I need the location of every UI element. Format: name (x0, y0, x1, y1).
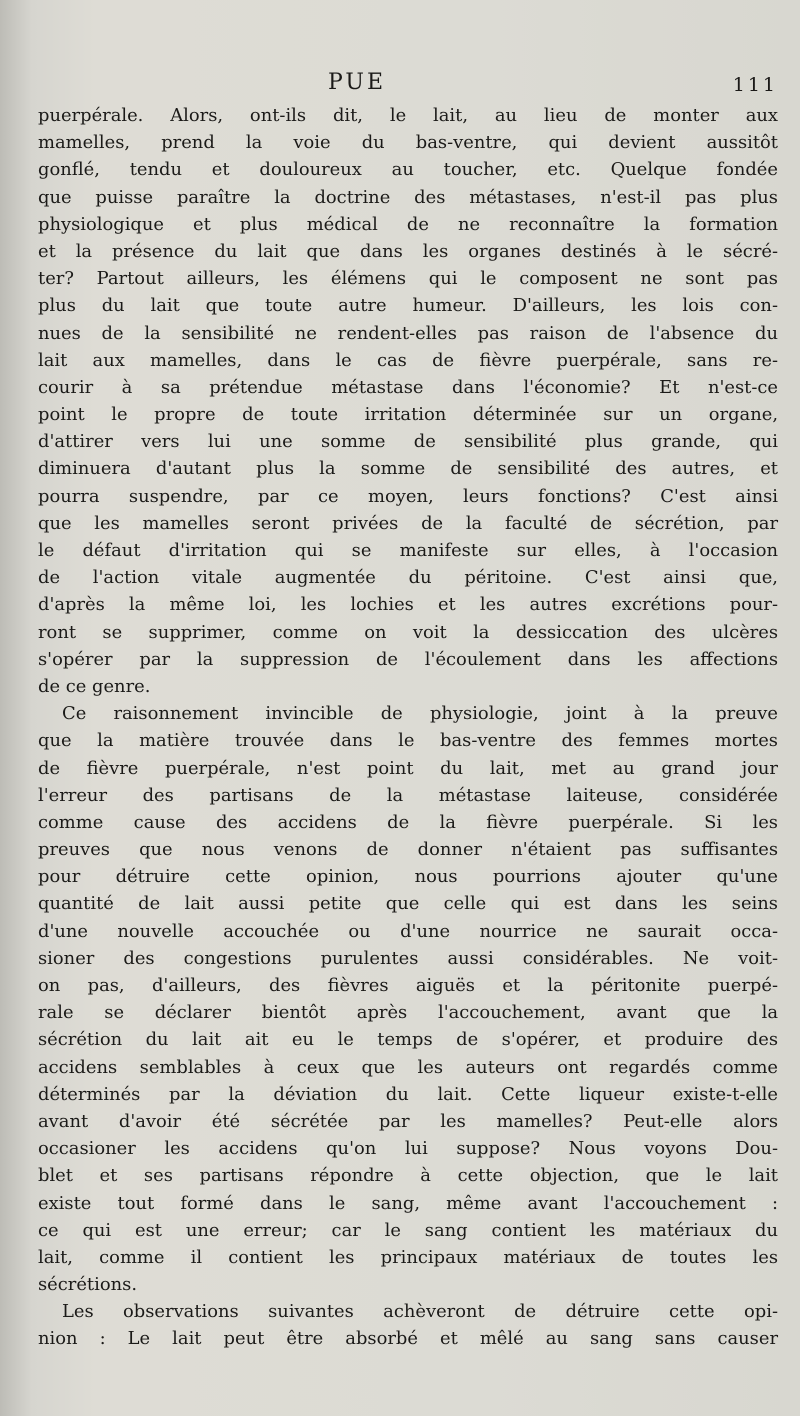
text-line: quantité de lait aussi petite que celle qui est dans les seins (38, 893, 778, 915)
text-line: le défaut d'irritation qui se manifeste sur elles, à l'occasion (38, 540, 778, 561)
text-line: que puisse paraître la doctrine des métastases, n'est-il pas plus (38, 186, 778, 208)
text-line: sécrétion du lait ait eu le temps de s'opérer, et produire des (38, 1029, 778, 1051)
text-line: physiologique et plus médical de ne reconnaître la formation (38, 213, 778, 235)
text-line: de l'action vitale augmentée du péritoine. C'est ainsi que, (38, 567, 778, 589)
text-line: Les observations suivantes achèveront de détruire cette opi- (62, 1301, 778, 1323)
running-title: PUE (328, 70, 387, 95)
text-line: nues de la sensibilité ne rendent-elles pas raison de l'absence du (38, 322, 778, 344)
text-line: sioner des congestions purulentes aussi considérables. Ne voit- (38, 947, 778, 969)
body-text (38, 102, 778, 1353)
text-line: pour détruire cette opinion, nous pourrions ajouter qu'une (38, 866, 778, 888)
text-line: et la présence du lait que dans les organes destinés à le sécré- (38, 240, 778, 262)
text-line: rale se déclarer bientôt après l'accouchement, avant que la (38, 1002, 778, 1024)
text-line: gonflé, tendu et douloureux au toucher, etc. Quelque fondée (38, 159, 778, 181)
text-line: nion : Le lait peut être absorbé et mêlé au sang sans causer (38, 1328, 778, 1350)
text-line: que la matière trouvée dans le bas-ventre des femmes mortes (38, 730, 778, 752)
text-line: occasioner les accidens qu'on lui suppose? Nous voyons Dou- (38, 1138, 778, 1160)
text-line: Ce raisonnement invincible de physiologie, joint à la preuve (62, 703, 778, 725)
text-line: point le propre de toute irritation déterminée sur un organe, (38, 404, 778, 426)
text-line: lait aux mamelles, dans le cas de fièvre puerpérale, sans re- (38, 349, 778, 371)
text-line: ront se supprimer, comme on voit la dessiccation des ulcères (38, 621, 778, 643)
text-line: avant d'avoir été sécrétée par les mamelles? Peut-elle alors (38, 1110, 778, 1132)
text-line: preuves que nous venons de donner n'étaient pas suffisantes (38, 839, 778, 861)
text-line: lait, comme il contient les principaux matériaux de toutes les (38, 1246, 778, 1268)
text-line: l'erreur des partisans de la métastase laiteuse, considérée (38, 784, 778, 806)
text-line: s'opérer par la suppression de l'écoulement dans les affections (38, 648, 778, 670)
text-line: d'après la même loi, les lochies et les autres excrétions pour- (38, 594, 778, 616)
text-line: déterminés par la déviation du lait. Cette liqueur existe-t-elle (38, 1083, 778, 1105)
text-line: de ce genre. (38, 675, 151, 697)
text-line: mamelles, prend la voie du bas-ventre, qui devient aussitôt (38, 132, 778, 154)
text-line: accidens semblables à ceux que les auteurs ont regardés comme (38, 1056, 778, 1078)
text-line: diminuera d'autant plus la somme de sensibilité des autres, et (38, 458, 778, 480)
page-header (0, 68, 800, 102)
text-line: plus du lait que toute autre humeur. D'ailleurs, les lois con- (38, 295, 778, 317)
text-line: d'une nouvelle accouchée ou d'une nourrice ne saurait occa- (38, 920, 778, 942)
text-line: sécrétions. (38, 1274, 138, 1296)
text-line: de fièvre puerpérale, n'est point du lait, met au grand jour (38, 757, 778, 779)
text-line: ter? Partout ailleurs, les élémens qui le composent ne sont pas (38, 268, 778, 290)
text-line: on pas, d'ailleurs, des fièvres aiguës et la péritonite puerpé- (38, 975, 778, 996)
text-line: d'attirer vers lui une somme de sensibilité plus grande, qui (38, 431, 778, 453)
text-line: courir à sa prétendue métastase dans l'économie? Et n'est-ce (38, 376, 778, 398)
text-line: pourra suspendre, par ce moyen, leurs fonctions? C'est ainsi (38, 485, 778, 507)
page-number: 111 (732, 74, 778, 96)
text-line: existe tout formé dans le sang, même avant l'accouchement : (38, 1192, 778, 1214)
text-line: puerpérale. Alors, ont-ils dit, le lait, au lieu de monter aux (38, 105, 778, 126)
text-line: blet et ses partisans répondre à cette objection, que le lait (38, 1165, 778, 1187)
text-line: comme cause des accidens de la fièvre puerpérale. Si les (38, 811, 778, 833)
text-line: ce qui est une erreur; car le sang contient les matériaux du (38, 1219, 778, 1241)
text-line: que les mamelles seront privées de la faculté de sécrétion, par (38, 512, 778, 534)
